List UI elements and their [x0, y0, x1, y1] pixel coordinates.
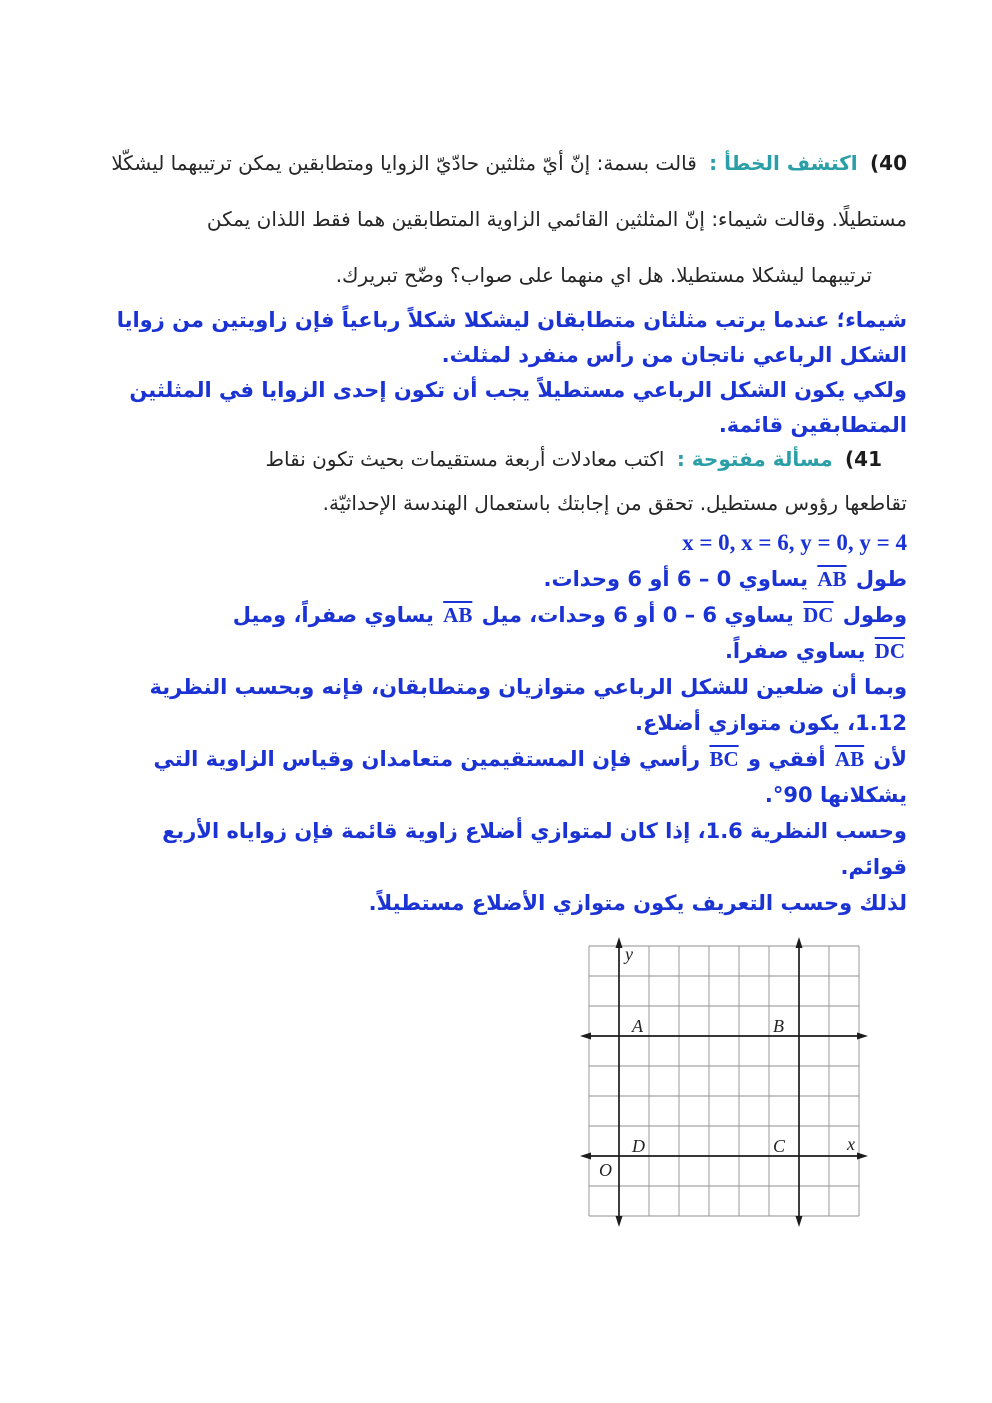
problem-41-number: (41 [845, 447, 882, 471]
x-axis-arrow-right [857, 1153, 868, 1160]
solution-41-line-4 [80, 636, 907, 666]
problem-40 [80, 150, 907, 288]
label-point-C: C [773, 1136, 786, 1156]
label-point-A: A [632, 1016, 643, 1036]
label-point-B: B [773, 1016, 784, 1036]
label-y: y [625, 944, 633, 964]
line-AB-arrow-right [857, 1033, 868, 1040]
solution-41-line-10: قوائم. [840, 855, 907, 879]
problem-40-line-3: ترتيبهما ليشكلا مستطيلا. هل اي منهما على صواب؟ وضّح تبريرك. [335, 263, 872, 287]
label-origin: O [599, 1160, 612, 1180]
segment-AB-overline: $\overline{AB}$ [817, 567, 847, 591]
solution-41-line-8: يشكلانها 90°. [764, 783, 907, 807]
segment-DC-overline: $\overline{DC}$ [803, 603, 834, 627]
coordinate-grid [579, 936, 869, 1232]
text-segment: يساوي صفراً، وميل [232, 603, 442, 627]
equations-text: x = 0, x = 6, y = 0, y = 4 [682, 530, 907, 555]
solution-41 [80, 528, 907, 918]
solution-40-line-2: الشكل الرباعي ناتجان من رأس منفرد لمثلث. [441, 343, 907, 367]
solution-40-line-3: ولكي يكون الشكل الرباعي مستطيلاً يجب أن تكون إحدى الزوايا في المثلثين [129, 378, 907, 402]
segment-BC-overline: $\overline{BC}$ [709, 747, 739, 771]
text-segment: يساوي ⁦0 – 6⁩ أو 6 وحدات، ميل [474, 603, 802, 627]
y-axis-arrow-down [616, 1216, 623, 1227]
problem-41-label: مسألة مفتوحة : [676, 447, 833, 471]
line-AB-arrow-left [580, 1033, 591, 1040]
solution-40-line-4: المتطابقين قائمة. [718, 413, 907, 437]
solution-41-line-5: وبما أن ضلعين للشكل الرباعي متوازيان ومتطابقان، فإنه وبحسب النظرية [149, 675, 907, 699]
solution-41-line-9: وحسب النظرية 1.6، إذا كان لمتوازي أضلاع زاوية قائمة فإن زواياه الأربع [162, 819, 907, 843]
text-segment: وطول [835, 603, 907, 627]
solution-40 [80, 306, 907, 439]
text-segment: لأن [866, 747, 907, 771]
text-segment: أفقي و [740, 747, 833, 771]
solution-41-line-3 [80, 600, 907, 630]
coordinate-grid-figure [579, 936, 869, 1236]
label-x: x [847, 1134, 855, 1154]
solution-40-line-1: شيماء؛ عندما يرتب مثلثان متطابقان ليشكلا شكلاً رباعياً فإن زاويتين من زوايا [116, 308, 907, 332]
segment-AB-overline: $\overline{AB}$ [834, 747, 865, 771]
line-BC-arrow-up [796, 937, 803, 948]
problem-40-number: (40 [870, 151, 907, 175]
solution-41-line-11: لذلك وحسب التعريف يكون متوازي الأضلاع مستطيلاً. [368, 891, 907, 915]
problem-40-text-1: قالت بسمة: إنّ أيّ مثلثين حادّيّ الزوايا ومتطابقين يمكن ترتيبهما ليشكّلا [111, 151, 697, 175]
segment-AB-overline: $\overline{AB}$ [443, 603, 473, 627]
text-segment: رأسي فإن المستقيمين متعامدان وقياس الزاوية التي [153, 747, 708, 771]
text-segment: يساوي صفراً. [724, 639, 873, 663]
line-BC-arrow-down [796, 1216, 803, 1227]
solution-41-line-2 [80, 564, 907, 594]
problem-41-line-2: تقاطعها رؤوس مستطيل. تحقق من إجابتك باستعمال الهندسة الإحداثيّة. [322, 491, 907, 515]
solution-41-line-7 [80, 744, 907, 774]
problem-41 [80, 446, 907, 516]
problem-40-label: اكتشف الخطأ : [709, 151, 858, 175]
text-segment: طول [848, 567, 907, 591]
y-axis-arrow-up [616, 937, 623, 948]
label-point-D: D [632, 1136, 645, 1156]
problem-41-line-1 [80, 446, 907, 472]
text-segment: يساوي ⁦6 – 0⁩ أو 6 وحدات. [543, 567, 816, 591]
problem-40-line-2: مستطيلًا. وقالت شيماء: إنّ المثلثين القائمي الزاوية المتطابقين هما فقط اللذان يمكن [206, 207, 907, 231]
problem-40-line-1 [80, 150, 907, 176]
grid-lines [589, 946, 859, 1216]
x-axis-arrow-left [580, 1153, 591, 1160]
segment-DC-overline: $\overline{DC}$ [874, 639, 905, 663]
solution-41-line-6: 1.12، يكون متوازي أضلاع. [635, 711, 907, 735]
problem-41-text-1: اكتب معادلات أربعة مستقيمات بحيث تكون نقاط [265, 447, 665, 471]
solution-41-equations [80, 528, 907, 558]
